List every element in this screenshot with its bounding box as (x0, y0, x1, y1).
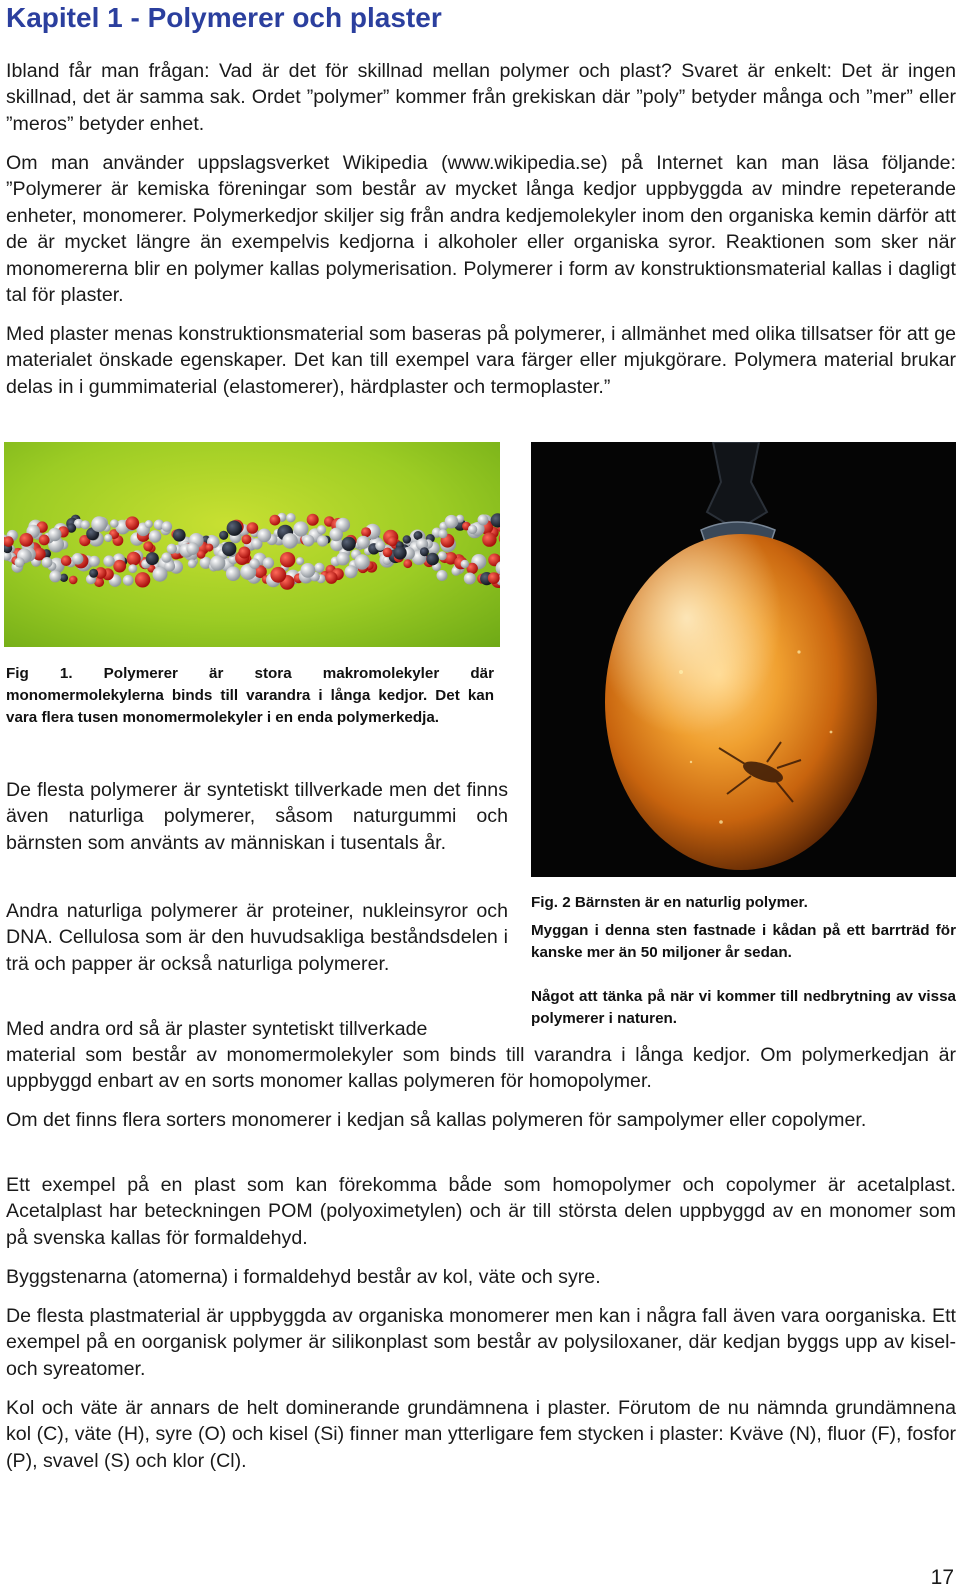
atom (249, 558, 260, 569)
natural-polymers-paragraph: De flesta polymerer är syntetiskt tillverkade men det finns även naturliga polymerer, såsom naturgummi och bärnsten som använts av människan i tusentals år. (6, 779, 508, 854)
amber-stone-image (531, 442, 956, 877)
atom (293, 521, 308, 536)
atom (314, 563, 324, 573)
atom (329, 528, 343, 542)
atom (270, 515, 281, 526)
atom (387, 536, 397, 546)
atom (48, 528, 61, 541)
atom (205, 544, 213, 552)
atom (162, 521, 173, 532)
atom (188, 559, 197, 568)
atom (280, 552, 295, 567)
atom (336, 552, 349, 565)
atom (403, 559, 412, 568)
figure-2-title: Fig. 2 Bärnsten är en naturlig polymer. (531, 894, 808, 911)
atom (69, 576, 78, 585)
atom (426, 553, 439, 566)
atom (242, 535, 252, 545)
atom (127, 552, 141, 566)
atom (270, 567, 286, 583)
intro-paragraph: Ibland får man frågan: Vad är det för skillnad mellan polymer och plast? Svaret är enkelt: Det är ingen skillnad, det är samma sak. Ordet ”polymer” kommer från grekiskan där ”poly” betyder många och ”mer” eller ”meros” betyder enhet. (6, 60, 956, 135)
atom (468, 525, 477, 534)
synthetic-paragraph-continued: material som består av monomermolekyler som binds till varandra i långa kedjor. Om polymerkedjan är uppbyggd enbart av en sorts monomer kallas polymeren för homopolymer. (6, 1044, 956, 1093)
atom (403, 535, 411, 543)
atom (19, 533, 33, 547)
atom (173, 529, 186, 542)
figure-1-caption (6, 663, 494, 729)
polymer-chain-illustration (4, 442, 500, 647)
atom (126, 516, 140, 530)
polymer-chain-image (4, 442, 500, 647)
atom (167, 544, 177, 554)
figure-2-caption: Myggan i denna sten fastnade i kådan på ett barrträd för kanske mer än 50 miljoner år sedan. (531, 922, 956, 961)
atom (219, 531, 228, 540)
atom (15, 557, 25, 567)
atom (49, 570, 61, 582)
plaster-paragraph: Med plaster menas konstruktionsmaterial som baseras på polymerer, i allmänhet med olika tillsatser för att ge materialet önskade egenskaper. Det kan till exempel vara färger eller mjukgörare. Polymera material brukar delas in i gummimaterial (elastomerer), härdplaster och termoplaster.” (6, 323, 956, 398)
synthetic-paragraph-start: Med andra ord så är plaster syntetiskt tillverkade (6, 1018, 428, 1040)
figure-1-label: Fig 1. (6, 665, 73, 682)
atom (317, 535, 328, 546)
atom (238, 547, 250, 559)
atom (210, 555, 225, 570)
inorganic-paragraph: De flesta plastmaterial är uppbyggda av organiska monomerer men kan i några fall även vara oorganiska. Ett exempel på en oorganisk polymer är silikonplast som består av polysiloxaner, där kedjan byggs upp av kisel- och syreatomer. (6, 1305, 956, 1380)
atom (222, 542, 236, 556)
atom (123, 575, 134, 586)
atom (61, 555, 72, 566)
atom (149, 530, 162, 543)
atom (42, 557, 53, 568)
atom (437, 570, 448, 581)
atom (110, 519, 119, 528)
atom (303, 535, 315, 547)
atom (143, 541, 153, 551)
atom (39, 535, 50, 546)
atom (325, 572, 337, 584)
other-natural-polymers-paragraph: Andra naturliga polymerer är proteiner, nukleinsyror och DNA. Cellulosa som är den huvudsakliga beståndsdelen i trä och papper är också naturliga polymerer. (6, 900, 508, 975)
atom (420, 547, 429, 556)
atom (488, 572, 500, 584)
amber-illustration (531, 442, 956, 877)
atom (227, 521, 242, 536)
atom (81, 520, 90, 529)
atom (226, 566, 241, 581)
atom (296, 557, 304, 565)
atom (91, 516, 107, 532)
atom (128, 564, 137, 573)
atom (89, 569, 98, 578)
atom (145, 520, 153, 528)
page-title: Kapitel 1 - Polymerer och plaster (6, 2, 442, 33)
atom (282, 533, 298, 549)
atom (354, 554, 369, 569)
atom (438, 551, 447, 560)
atom (247, 522, 259, 534)
atom (307, 514, 319, 526)
atom (113, 560, 126, 573)
atom (482, 532, 496, 546)
atom (153, 567, 168, 582)
atom (161, 552, 171, 562)
acetal-paragraph: Ett exempel på en plast som kan förekomma både som homopolymer och copolymer är acetalplast. Acetalplast har beteckningen POM (polyoximetylen) och är till största delen uppbyggd av en monomer som på svenska kallas för formaldehyd. (6, 1174, 956, 1249)
formaldehyde-paragraph: Byggstenarna (atomerna) i formaldehyd består av kol, väte och syre. (6, 1266, 601, 1288)
atom (135, 572, 150, 587)
atom (286, 513, 295, 522)
page-number: 17 (930, 1566, 954, 1589)
atom (438, 529, 447, 538)
atom (361, 527, 371, 537)
figure-1-text: Polymerer är stora makromolekyler där monomermolekylerna binds till varandra i långa kedjor. Det kan vara flera tusen monomermolekyler i en enda polymerkedja. (6, 665, 494, 726)
atom (445, 515, 459, 529)
wikipedia-paragraph: Om man använder uppslagsverket Wikipedia (www.wikipedia.se) på Internet kan man läsa följande: ”Polymerer är kemiska föreningar som består av mycket långa kedjor uppbyggda av mindre repeterande enheter, monomerer. Polymerkedjor skiljer sig från andra kedjemolekyler inom den organiska kemin därför att de är mycket längre än exempelvis kedjorna i alkoholer eller organiska syror. Reaktionen som sker när monomererna blir en polymer kallas polymerisation. Polymerer i form av konstruktionsmaterial kallas i dagligt tal för plaster. (6, 152, 956, 307)
atom (342, 537, 356, 551)
atom (461, 560, 469, 568)
atom (301, 563, 316, 578)
atom (257, 529, 271, 543)
atom (375, 541, 385, 551)
atom (104, 534, 112, 542)
atom (393, 546, 406, 559)
atom (263, 557, 274, 568)
atom (186, 542, 199, 555)
atom (478, 514, 489, 525)
atom (317, 525, 326, 534)
copolymer-paragraph: Om det finns flera sorters monomerer i kedjan så kallas polymeren för sampolymer eller copolymer. (6, 1109, 867, 1131)
atom (103, 555, 114, 566)
atom (89, 556, 100, 567)
atom (345, 565, 358, 578)
atom (146, 552, 159, 565)
atom (499, 532, 500, 545)
atom (72, 553, 84, 565)
figure-2-note: Något att tänka på när vi kommer till nedbrytning av vissa polymerer i naturen. (531, 988, 956, 1027)
atom (464, 573, 476, 585)
elements-paragraph: Kol och väte är annars de helt dominerande grundämnena i plaster. Förutom de nu nämnda grundämnena kol (C), väte (H), syre (O) och kisel (Si) finner man ytterligare fem stycken i plaster: Kväve (N), fluor (F), fosfor (P), svavel (S) och klor (Cl). (6, 1397, 956, 1472)
atom (357, 536, 370, 549)
